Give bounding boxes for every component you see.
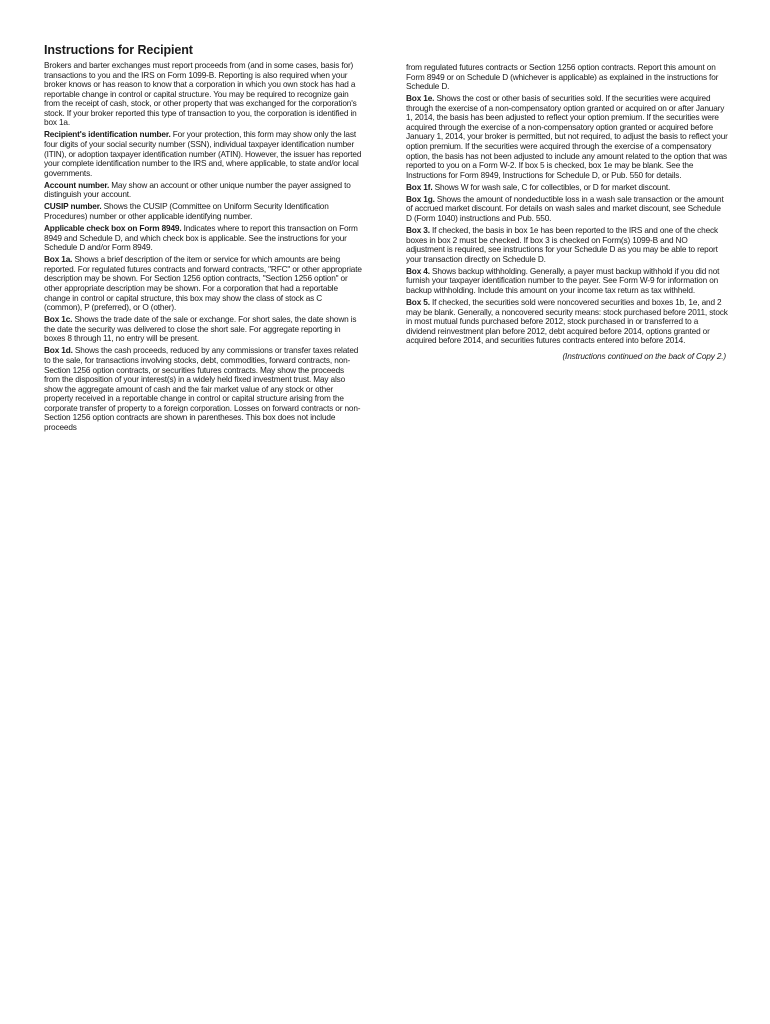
check-box-8949-paragraph: Applicable check box on Form 8949. Indicates where to report this transaction on Form 8949 and Schedule D, and which check box is applicable. See the instructions for your Schedule D and/or Form 8949. <box>44 224 358 253</box>
box-1f-heading: Box 1f. <box>406 182 433 192</box>
box-5-heading: Box 5. <box>406 298 430 308</box>
box-1d-paragraph: Box 1d. Shows the cash proceeds, reduced by any commissions or transfer taxes related to the sale, for transactions involving stocks, debt, commodities, forward contracts, non-Section 1256 option contracts, or securities futures contracts. May show the proceeds from the disposition of your interest(s) in a widely held fixed investment trust. May also show the aggregate amount of cash and the fair market value of any stock or other property received in a reportable change in control or capital structure arising from the corporate transfer of property to a foreign corporation. Losses on forward contracts or non-Section 1256 option contracts are shown in parentheses. This box does not include proceeds <box>44 346 361 432</box>
box-4-paragraph: Box 4. Shows backup withholding. Generally, a payer must backup withhold if you did not furnish your taxpayer identification number to the payer. See Form W-9 for information on backup withholding. Include this amount on your income tax return as tax withheld. <box>406 266 720 295</box>
box-1f-paragraph: Box 1f. Shows W for wash sale, C for collectibles, or D for market discount. <box>406 182 671 192</box>
intro-paragraph: Brokers and barter exchanges must report proceeds from (and in some cases, basis for) transactions to you and the IRS on Form 1099-B. Reporting is also required when your broker knows or has reason to know that a corporation in which you own stock has had a reportable change in control or capital structure. You may be required to recognize gain from the receipt of cash, stock, or other property that was exchanged for the corporation's stock. If your broker reported this type of transaction to you, the corporation is identified in box 1a. <box>44 61 357 128</box>
box-3-paragraph: Box 3. If checked, the basis in box 1e has been reported to the IRS and one of the check boxes in box 2 must be checked. If box 3 is checked on Form(s) 1099-B and NO adjustment is required, see instructions for your Schedule D as you may be able to report your transaction directly on Schedule D. <box>406 226 718 264</box>
box-1d-heading: Box 1d. <box>44 346 73 356</box>
cusip-paragraph: CUSIP number. Shows the CUSIP (Committee on Uniform Security Identification Procedures) number or other applicable identifying number. <box>44 202 329 221</box>
box-1c-heading: Box 1c. <box>44 315 73 325</box>
box-1a-heading: Box 1a. <box>44 255 73 265</box>
box-1d-continued-paragraph: from regulated futures contracts or Section 1256 option contracts. Report this amount on Form 8949 or on Schedule D (whichever is applicable) as explained in the instructions for Schedule D. <box>406 63 719 92</box>
box-4-heading: Box 4. <box>406 266 430 276</box>
box-3-heading: Box 3. <box>406 226 430 236</box>
recipient-id-paragraph: Recipient's identification number. For your protection, this form may show only the last four digits of your social security number (SSN), individual taxpayer identification number (ITIN), or adoption taxpayer identification number (ATIN). However, the issuer has reported your complete identification number to the IRS and, where applicable, to state and/or local governments. <box>44 130 362 178</box>
box-1e-paragraph: Box 1e. Shows the cost or other basis of securities sold. If the securities were acquired through the exercise of a non-compensatory option granted or acquired on or after January 1, 2014, the basis has been adjusted to reflect your option premium. If the securities were acquired through the exercise of a non-compensatory option granted or acquired before January 1, 2014, your broker is permitted, but not required, to adjust the basis to reflect your option premium. If the securities were acquired through the exercise of a compensatory option, the basis has not been adjusted to include any amount related to the option that was reported to you on a Form W-2. If box 5 is checked, box 1e may be blank. See the Instructions for Form 8949, Instructions for Schedule D, or Pub. 550 for details. <box>406 94 728 180</box>
continued-note: (Instructions continued on the back of Copy 2.) <box>562 351 726 361</box>
account-number-heading: Account number. <box>44 180 110 190</box>
check-box-8949-heading: Applicable check box on Form 8949. <box>44 224 182 234</box>
box-5-paragraph: Box 5. If checked, the securities sold were noncovered securities and boxes 1b, 1e, and 2 may be blank. Generally, a noncovered security means: stock purchased before 2011, stock in most mutual funds purchased before 2012, stock purchased in or transferred to a dividend reinvestment plan before 2012, debt acquired before 2014, options granted or acquired before 2014, and securities futures contracts entered into before 2014. <box>406 298 728 346</box>
account-number-paragraph: Account number. May show an account or other unique number the payer assigned to distinguish your account. <box>44 180 351 200</box>
right-column <box>406 63 728 361</box>
box-1g-heading: Box 1g. <box>406 194 435 204</box>
cusip-heading: CUSIP number. <box>44 202 102 212</box>
recipient-id-heading: Recipient's identification number. <box>44 130 171 140</box>
left-column <box>44 61 362 435</box>
box-1g-paragraph: Box 1g. Shows the amount of nondeductible loss in a wash sale transaction or the amount of accrued market discount. For details on wash sales and market discount, see Schedule D (Form 1040) instructions and Pub. 550. <box>406 194 724 223</box>
box-1c-paragraph: Box 1c. Shows the trade date of the sale or exchange. For short sales, the date shown is the date the security was delivered to close the short sale. For aggregate reporting in boxes 8 through 11, no entry will be present. <box>44 315 357 344</box>
page-title: Instructions for Recipient <box>44 43 193 57</box>
box-1e-heading: Box 1e. <box>406 94 435 104</box>
box-1a-paragraph: Box 1a. Shows a brief description of the item or service for which amounts are being reported. For regulated futures contracts and forward contracts, "RFC" or other appropriate description may be shown. For Section 1256 option contracts, "Section 1256 option" or other appropriate description may be shown. For a corporation that had a reportable change in control or capital structure, this box may show the class of stock as C (common), P (preferred), or O (other). <box>44 255 362 313</box>
